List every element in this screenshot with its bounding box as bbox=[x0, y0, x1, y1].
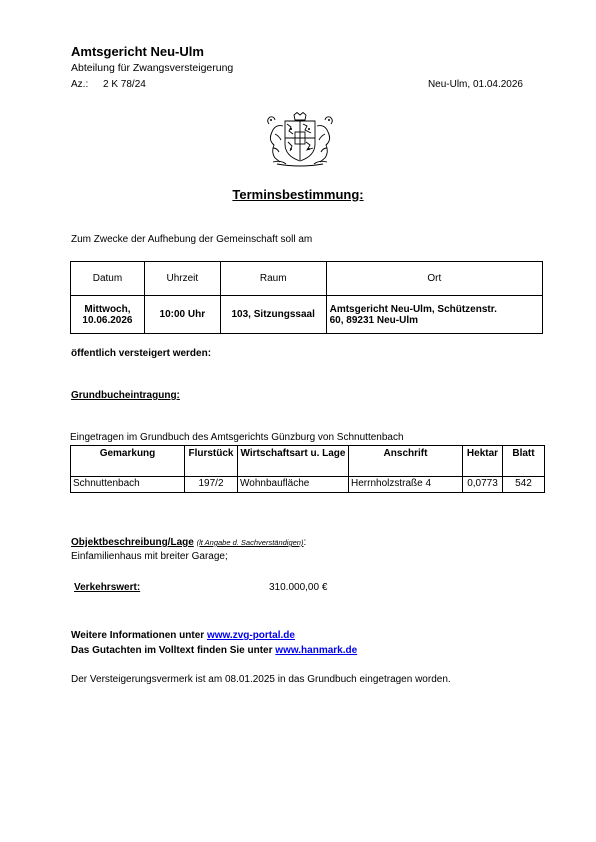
cell-gemarkung: Schnuttenbach bbox=[71, 477, 185, 493]
verkehrswert-value: 310.000,00 € bbox=[269, 582, 328, 593]
file-number-label: Az.: bbox=[71, 79, 89, 90]
auction-text: öffentlich versteigert werden: bbox=[71, 348, 212, 359]
cell-flurstueck: 197/2 bbox=[185, 477, 238, 493]
objekt-heading-line bbox=[71, 537, 306, 548]
info-line-zvg-text: Weitere Informationen unter bbox=[71, 630, 207, 641]
term-date-weekday: Mittwoch, bbox=[84, 303, 131, 315]
term-place-line2: 60, 89231 Neu-Ulm bbox=[329, 314, 418, 326]
col-header-wirtschaftsart: Wirtschaftsart u. Lage bbox=[238, 446, 349, 477]
cell-hektar: 0,0773 bbox=[463, 477, 503, 493]
col-header-anschrift: Anschrift bbox=[349, 446, 463, 477]
cell-wirtschaftsart: Wohnbaufläche bbox=[238, 477, 349, 493]
objekt-note: (lt Angabe d. Sachverständigen) bbox=[196, 538, 304, 547]
term-table-header bbox=[71, 262, 543, 296]
col-header-place: Ort bbox=[326, 262, 542, 296]
grundbuch-intro: Eingetragen im Grundbuch des Amtsgerichts Günzburg von Schnuttenbach bbox=[70, 432, 404, 443]
grundbuch-table-header bbox=[71, 446, 545, 477]
term-date bbox=[71, 296, 145, 334]
col-header-date: Datum bbox=[71, 262, 145, 296]
objekt-heading: Objektbeschreibung/Lage bbox=[71, 537, 194, 548]
court-department: Abteilung für Zwangsversteigerung bbox=[71, 62, 234, 74]
cell-blatt: 542 bbox=[503, 477, 545, 493]
col-header-blatt: Blatt bbox=[503, 446, 545, 477]
col-header-gemarkung: Gemarkung bbox=[71, 446, 185, 477]
cell-anschrift: Herrnholzstraße 4 bbox=[349, 477, 463, 493]
court-name: Amtsgericht Neu-Ulm bbox=[71, 44, 204, 59]
term-place-line1: Amtsgericht Neu-Ulm, Schützenstr. bbox=[329, 303, 497, 315]
col-header-flurstueck: Flurstück bbox=[185, 446, 238, 477]
info-line-gutachten-text: Das Gutachten im Volltext finden Sie unter bbox=[71, 645, 276, 656]
table-row bbox=[71, 477, 545, 493]
hanmark-link[interactable]: www.hanmark.de bbox=[275, 645, 358, 656]
bavarian-coat-of-arms-icon bbox=[261, 112, 339, 168]
term-table bbox=[70, 261, 543, 334]
col-header-room: Raum bbox=[220, 262, 326, 296]
grundbuch-table bbox=[70, 445, 545, 493]
term-place bbox=[326, 296, 542, 334]
final-note: Der Versteigerungsvermerk ist am 08.01.2025 in das Grundbuch eingetragen worden. bbox=[71, 674, 451, 685]
col-header-time: Uhrzeit bbox=[144, 262, 220, 296]
table-row bbox=[71, 296, 543, 334]
objekt-colon: : bbox=[303, 537, 307, 548]
document-title: Terminsbestimmung: bbox=[232, 187, 364, 202]
col-header-hektar: Hektar bbox=[463, 446, 503, 477]
objekt-description: Einfamilienhaus mit breiter Garage; bbox=[71, 551, 228, 562]
term-room: 103, Sitzungssaal bbox=[220, 296, 326, 334]
grundbuch-heading: Grundbucheintragung: bbox=[71, 390, 180, 401]
file-number-value: 2 K 78/24 bbox=[103, 79, 146, 90]
intro-text: Zum Zwecke der Aufhebung der Gemeinschaft soll am bbox=[71, 234, 313, 245]
term-time: 10:00 Uhr bbox=[144, 296, 220, 334]
term-date-day: 10.06.2026 bbox=[82, 314, 133, 326]
place-date: Neu-Ulm, 01.04.2026 bbox=[427, 79, 523, 90]
verkehrswert-label: Verkehrswert: bbox=[74, 582, 141, 593]
zvg-portal-link[interactable]: www.zvg-portal.de bbox=[206, 630, 295, 641]
info-line-gutachten bbox=[71, 645, 357, 656]
info-line-zvg bbox=[71, 630, 295, 641]
